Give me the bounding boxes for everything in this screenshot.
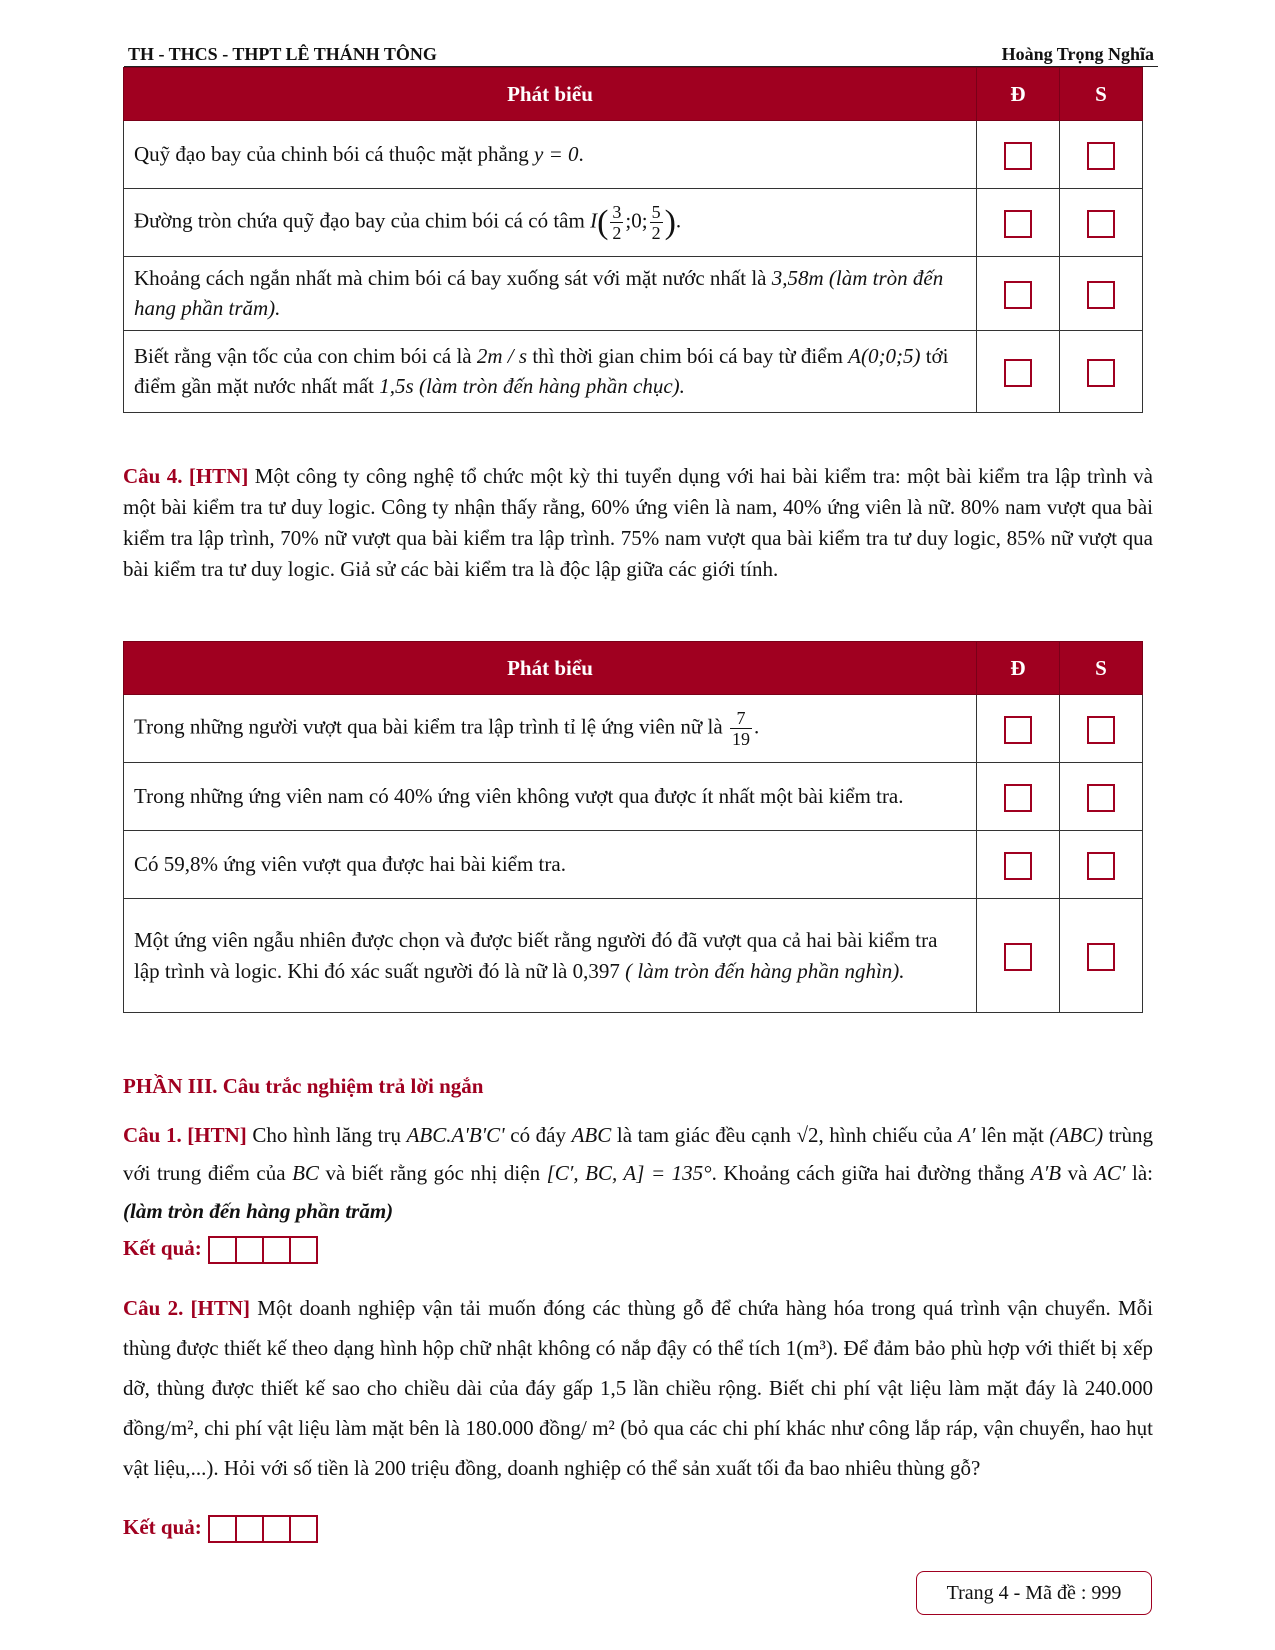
author-name: Hoàng Trọng Nghĩa [1001,44,1154,64]
statement-text: Trong những ứng viên nam có 40% ứng viên không vượt qua được ít nhất một bài kiểm tra. [124,763,977,831]
answer-cells[interactable] [208,1515,316,1543]
true-checkbox[interactable] [1004,281,1032,309]
statement-text: Một ứng viên ngẫu nhiên được chọn và được biết rằng người đó đã vượt qua cả hai bài kiểm tra lập trình và logic. Khi đó xác suất người đó là nữ là 0,397 ( làm tròn đến hàng phần nghìn). [124,899,977,1013]
statement-text: Có 59,8% ứng viên vượt qua được hai bài kiểm tra. [124,831,977,899]
question-c1: Câu 1. [HTN] Cho hình lăng trụ ABC.A'B'C' có đáy ABC là tam giác đều cạnh √2, hình chiếu của A′ lên mặt (ABC) trùng với trung điểm của BC và biết rằng góc nhị diện [C′, BC, A] = 135°. Khoảng cách giữa hai đường thẳng A′B và AC′ là: (làm tròn đến hàng phần trăm) [123,1123,1154,1223]
answer-cells[interactable] [208,1236,316,1264]
table-row [124,121,1143,189]
table-row [124,330,1143,412]
statement-text: Trong những người vượt qua bài kiểm tra lập trình tỉ lệ ứng viên nữ là $\frac{7}{19}$ . [124,695,977,763]
result-c1: Kết quả: [123,1236,316,1264]
col-statement: Phát biểu [124,68,977,121]
true-checkbox[interactable] [1004,784,1032,812]
table-row [124,831,1143,899]
false-checkbox[interactable] [1087,716,1115,744]
statement-text: Khoảng cách ngắn nhất mà chim bói cá bay xuống sát với mặt nước nhất là 3,58m (làm tròn đến hang phần trăm). [124,257,977,331]
col-false: S [1060,642,1143,695]
col-false: S [1060,68,1143,121]
question-4: Câu 4. [HTN] Một công ty công nghệ tổ chức một kỳ thi tuyển dụng với hai bài kiểm tra: một bài kiểm tra lập trình và một bài kiểm tra tư duy logic. Công ty nhận thấy rằng, 60% ứng viên là nam, 40% ứng viên là nữ. 80% nam vượt qua bài kiểm tra lập trình, 70% nữ vượt qua bài kiểm tra lập trình. 75% nam vượt qua bài kiểm tra tư duy logic, 85% nữ vượt qua bài kiểm tra tư duy logic. Giả sử các bài kiểm tra là độc lập giữa các giới tính. [123,464,1153,581]
table-row [124,257,1143,331]
school-name: TH - THCS - THPT LÊ THÁNH TÔNG [128,44,437,64]
statement-text: Biết rằng vận tốc của con chim bói cá là 2m / s thì thời gian chim bói cá bay từ điểm A(0;0;5) tới điểm gần mặt nước nhất mất 1,5s (làm tròn đến hàng phần chục). [124,330,977,412]
false-checkbox[interactable] [1087,210,1115,238]
table-row [124,695,1143,763]
section-title: PHẦN III. Câu trắc nghiệm trả lời ngắn [123,1074,484,1098]
col-true: Đ [977,642,1060,695]
true-checkbox[interactable] [1004,359,1032,387]
statement-table-2 [123,641,1143,1013]
true-checkbox[interactable] [1004,716,1032,744]
false-checkbox[interactable] [1087,784,1115,812]
true-checkbox[interactable] [1004,852,1032,880]
false-checkbox[interactable] [1087,359,1115,387]
table-row [124,189,1143,257]
col-statement: Phát biểu [124,642,977,695]
col-true: Đ [977,68,1060,121]
table-row [124,899,1143,1013]
page-footer: Trang 4 - Mã đề : 999 [916,1571,1152,1615]
false-checkbox[interactable] [1087,281,1115,309]
question-c2: Câu 2. [HTN] Một doanh nghiệp vận tải muốn đóng các thùng gỗ để chứa hàng hóa trong quá trình vận chuyển. Mỗi thùng được thiết kế theo dạng hình hộp chữ nhật không có nắp đậy có thể tích 1(m³). Để đảm bảo phù hợp với thiết bị xếp dỡ, thùng được thiết kế sao cho chiều dài của đáy gấp 1,5 lần chiều rộng. Biết chi phí vật liệu làm mặt đáy là 240.000 đồng/m², chi phí vật liệu làm mặt bên là 180.000 đồng/ m² (bỏ qua các chi phí khác như công lắp ráp, vận chuyển, hao hụt vật liệu,...). Hỏi với số tiền là 200 triệu đồng, doanh nghiệp có thể sản xuất tối đa bao nhiêu thùng gỗ? [123,1296,1153,1480]
false-checkbox[interactable] [1087,943,1115,971]
page-header [124,42,1158,67]
result-c2: Kết quả: [123,1515,316,1543]
statement-table-1 [123,67,1143,413]
false-checkbox[interactable] [1087,142,1115,170]
true-checkbox[interactable] [1004,210,1032,238]
statement-text: Đường tròn chứa quỹ đạo bay của chim bói cá có tâm I( $\frac{3}{2}$ ;0; $\frac{5}{2}$ ). [124,189,977,257]
table-row [124,763,1143,831]
statement-text: Quỹ đạo bay của chinh bói cá thuộc mặt phẳng y = 0. [124,121,977,189]
true-checkbox[interactable] [1004,142,1032,170]
false-checkbox[interactable] [1087,852,1115,880]
true-checkbox[interactable] [1004,943,1032,971]
